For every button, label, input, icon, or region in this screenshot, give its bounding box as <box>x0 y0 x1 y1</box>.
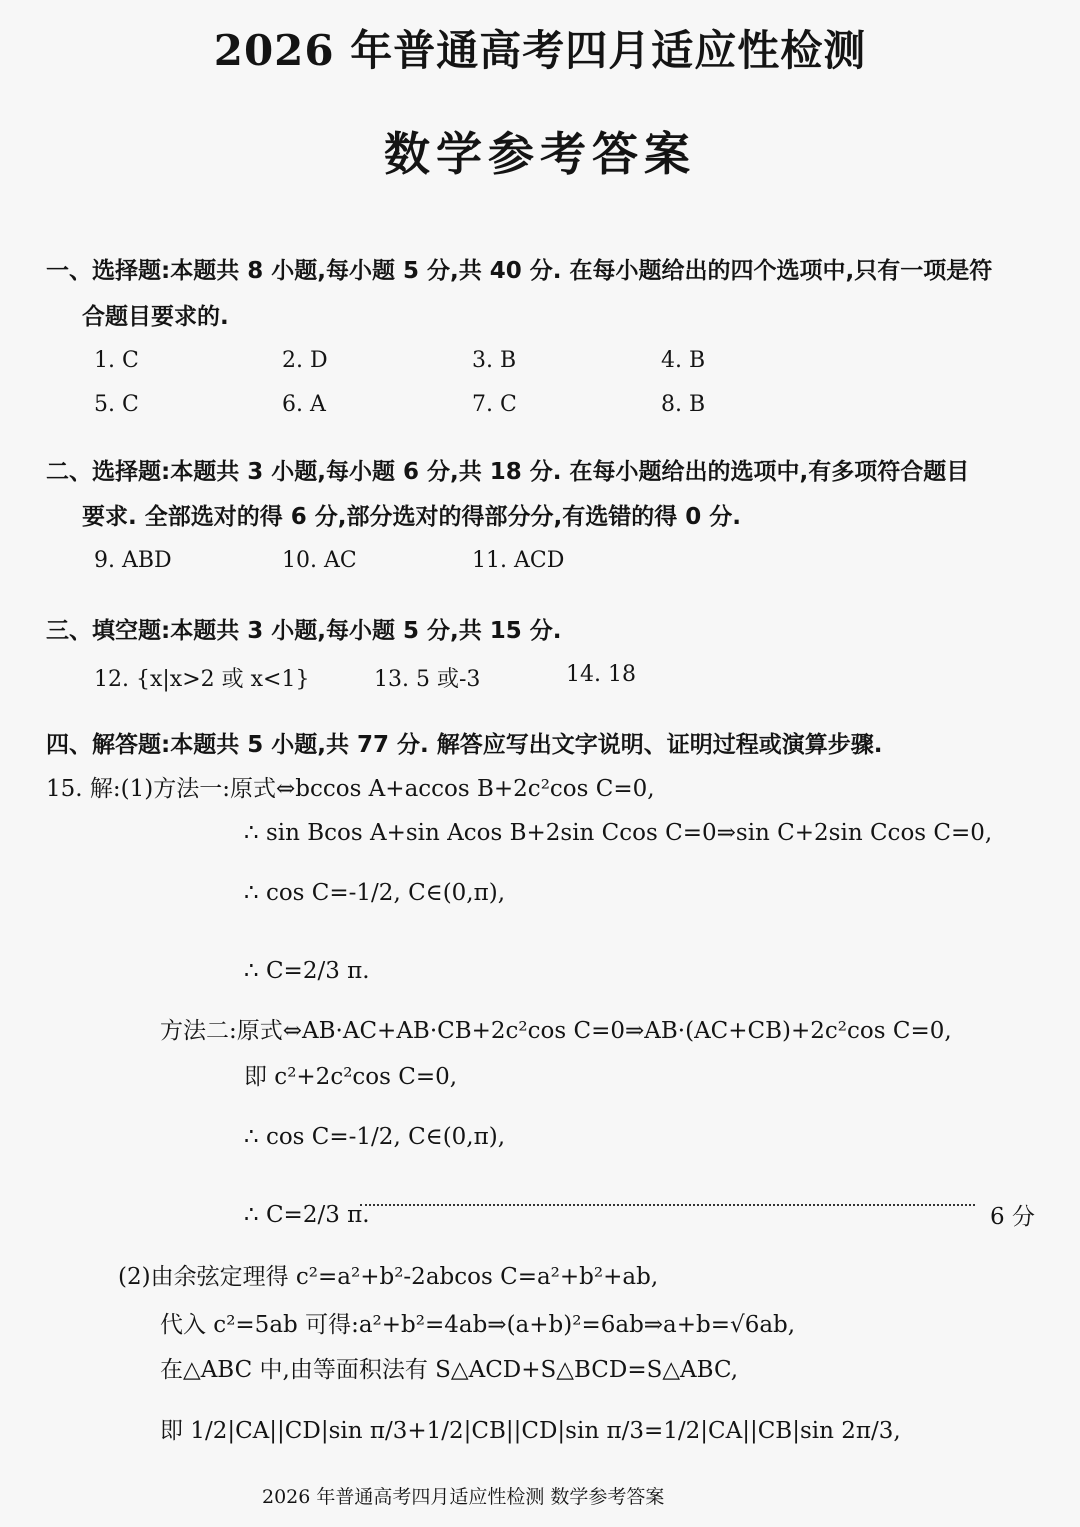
answer-4: 4. B <box>661 348 706 373</box>
section4-heading: 四、解答题:本题共 5 小题,共 77 分. 解答应写出文字说明、证明过程或演算步骤. <box>46 732 883 758</box>
answer-12: 12. {x|x>2 或 x<1} <box>94 667 310 692</box>
m2-line1: 方法二:原式⇔AB·AC+AB·CB+2c²cos C=0⇒AB·(AC+CB)+2c²cos C=0, <box>160 1018 952 1044</box>
answer-9: 9. ABD <box>94 548 172 573</box>
p2-line3: 在△ABC 中,由等面积法有 S△ACD+S△BCD=S△ABC, <box>160 1357 739 1383</box>
score-label: 6 分 <box>990 1204 1035 1230</box>
section3-heading: 三、填空题:本题共 3 小题,每小题 5 分,共 15 分. <box>46 618 562 644</box>
q15-intro: 15. 解:(1)方法一:原式⇔bccos A+accos B+2c²cos C=0, <box>46 776 655 802</box>
answer-8: 8. B <box>661 392 706 417</box>
exam-title: 2026 年普通高考四月适应性检测 <box>213 26 867 75</box>
answer-11: 11. ACD <box>472 548 565 573</box>
page-title: 数学参考答案 <box>384 127 696 181</box>
section1-heading-cont: 合题目要求的. <box>82 304 229 330</box>
section1-heading: 一、选择题:本题共 8 小题,每小题 5 分,共 40 分. 在每小题给出的四个选项中,只有一项是符 <box>46 258 993 284</box>
m1-line2: ∴ cos C=-1/2, C∈(0,π), <box>244 880 506 906</box>
answer-5: 5. C <box>94 392 139 417</box>
section2-heading-cont: 要求. 全部选对的得 6 分,部分选对的得部分分,有选错的得 0 分. <box>82 504 741 530</box>
answer-13: 13. 5 或-3 <box>374 667 481 692</box>
answer-6: 6. A <box>282 392 326 417</box>
answer-10: 10. AC <box>282 548 357 573</box>
m2-line4: ∴ C=2/3 π. <box>244 1202 370 1228</box>
answer-3: 3. B <box>472 348 517 373</box>
m2-line3: ∴ cos C=-1/2, C∈(0,π), <box>244 1124 506 1150</box>
answer-14: 14. 18 <box>566 662 636 687</box>
m1-line1: ∴ sin Bcos A+sin Acos B+2sin Ccos C=0⇒sin C+2sin Ccos C=0, <box>244 820 993 846</box>
p2-line1: (2)由余弦定理得 c²=a²+b²-2abcos C=a²+b²+ab, <box>118 1264 659 1290</box>
section2-heading: 二、选择题:本题共 3 小题,每小题 6 分,共 18 分. 在每小题给出的选项中,有多项符合题目 <box>46 459 970 485</box>
answer-7: 7. C <box>472 392 517 417</box>
m1-line3: ∴ C=2/3 π. <box>244 958 370 984</box>
answer-2: 2. D <box>282 348 328 373</box>
score-leader-dots <box>360 1204 975 1206</box>
page-footer: 2026 年普通高考四月适应性检测 数学参考答案 <box>262 1486 665 1508</box>
m2-line2: 即 c²+2c²cos C=0, <box>244 1064 458 1090</box>
p2-line2: 代入 c²=5ab 可得:a²+b²=4ab⇒(a+b)²=6ab⇒a+b=√6ab, <box>160 1312 796 1338</box>
p2-line4: 即 1/2|CA||CD|sin π/3+1/2|CB||CD|sin π/3=1/2|CA||CB|sin 2π/3, <box>160 1418 901 1444</box>
answer-1: 1. C <box>94 348 139 373</box>
